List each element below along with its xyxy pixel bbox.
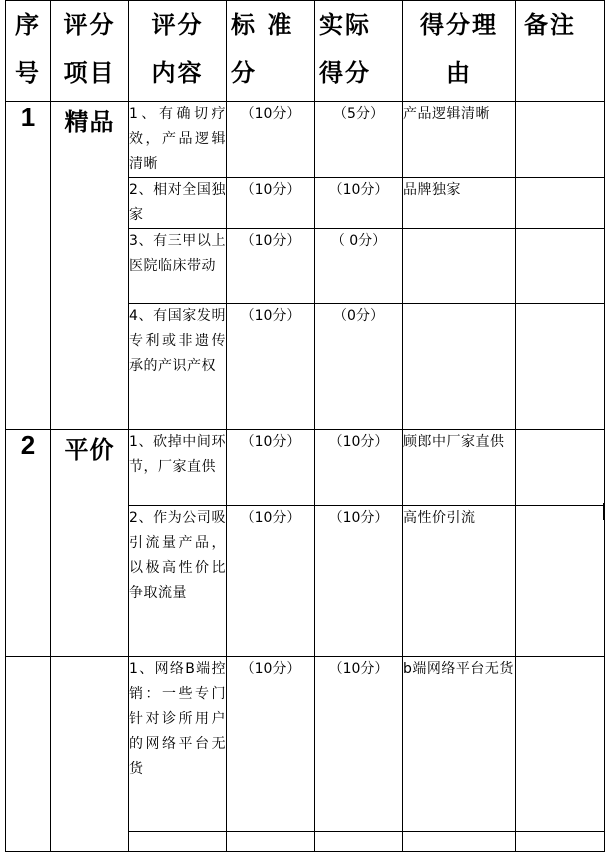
header-item — [51, 1, 129, 102]
header-index-line2: 号 — [15, 59, 41, 87]
group-index-cell — [6, 657, 51, 852]
header-standard — [227, 1, 315, 102]
reason-cell — [403, 832, 516, 852]
header-row — [6, 1, 605, 102]
standard-score-cell: （10分） — [227, 430, 315, 506]
standard-score-cell — [227, 832, 315, 852]
header-reason — [403, 1, 516, 102]
content-cell: 1、砍掉中间环节，厂家直供 — [129, 430, 227, 506]
standard-score-cell: （10分） — [227, 304, 315, 430]
header-reason-line2: 由 — [446, 59, 472, 87]
header-standard-line2: 分 — [231, 59, 257, 87]
reason-cell — [403, 229, 516, 304]
reason-cell: 顾郎中厂家直供 — [403, 430, 516, 506]
content-cell: 2、作为公司吸引流量产品，以极高性价比争取流量 — [129, 506, 227, 657]
scoring-table — [5, 0, 605, 852]
header-content-line2: 内容 — [151, 59, 204, 87]
table-row — [6, 430, 605, 506]
header-index — [6, 1, 51, 102]
group-item-cell: 精品 — [51, 102, 129, 430]
group-item-cell — [51, 657, 129, 852]
group-index-cell: 1 — [6, 102, 51, 430]
standard-score-cell: （10分） — [227, 178, 315, 229]
standard-score-cell: （10分） — [227, 657, 315, 832]
header-actual-line1: 实际 — [319, 11, 371, 39]
header-actual-line2: 得分 — [319, 59, 371, 87]
header-index-line1: 序 — [15, 11, 41, 39]
actual-score-cell: （0分） — [315, 304, 403, 430]
note-cell — [516, 178, 605, 229]
header-reason-line1: 得分理 — [420, 11, 498, 39]
text-cursor — [603, 503, 604, 520]
table-row — [6, 657, 605, 832]
note-cell — [516, 102, 605, 178]
standard-score-cell: （10分） — [227, 229, 315, 304]
content-cell: 1、有确切疗效，产品逻辑清晰 — [129, 102, 227, 178]
actual-score-cell: （10分） — [315, 178, 403, 229]
note-cell — [516, 304, 605, 430]
content-cell: 2、相对全国独家 — [129, 178, 227, 229]
table-row — [6, 102, 605, 178]
header-standard-line1: 标 准 — [231, 11, 294, 39]
group-item-cell: 平价 — [51, 430, 129, 657]
header-content-line1: 评分 — [151, 11, 204, 39]
actual-score-cell — [315, 832, 403, 852]
actual-score-cell: （10分） — [315, 430, 403, 506]
note-cell — [516, 832, 605, 852]
header-item-line1: 评分 — [63, 11, 116, 39]
reason-cell: 高性价引流 — [403, 506, 516, 657]
standard-score-cell: （10分） — [227, 102, 315, 178]
header-item-line2: 项目 — [63, 59, 116, 87]
actual-score-cell: （10分） — [315, 506, 403, 657]
actual-score-cell: （ 0分） — [315, 229, 403, 304]
actual-score-cell: （10分） — [315, 657, 403, 832]
content-cell: 1、网络B端控销：一些专门针对诊所用户的网络平台无货 — [129, 657, 227, 832]
note-cell — [516, 506, 605, 657]
content-cell: 4、有国家发明专利或非遗传承的产识产权 — [129, 304, 227, 430]
reason-cell — [403, 304, 516, 430]
note-cell — [516, 430, 605, 506]
actual-score-cell: （5分） — [315, 102, 403, 178]
header-note — [516, 1, 605, 102]
note-cell — [516, 657, 605, 832]
header-actual — [315, 1, 403, 102]
reason-cell: 产品逻辑清晰 — [403, 102, 516, 178]
standard-score-cell: （10分） — [227, 506, 315, 657]
header-content — [129, 1, 227, 102]
content-cell — [129, 832, 227, 852]
group-index-cell: 2 — [6, 430, 51, 657]
content-cell: 3、有三甲以上医院临床带动 — [129, 229, 227, 304]
reason-cell: b端网络平台无货 — [403, 657, 516, 832]
note-cell — [516, 229, 605, 304]
reason-cell: 品牌独家 — [403, 178, 516, 229]
header-note-line1: 备注 — [524, 11, 576, 39]
